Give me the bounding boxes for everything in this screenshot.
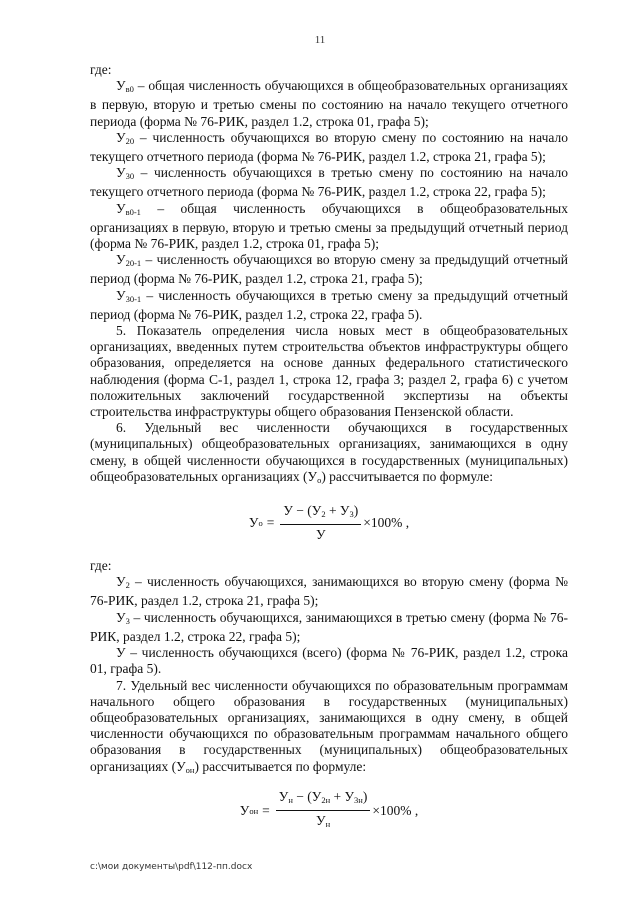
def-u: У – численность обучающихся (всего) (форма № 76-РИК, раздел 1.2, строка 01, графа 5). (90, 645, 568, 677)
formula-uon: У он = $\frac{У_н - (У_{2н} + У_{3н})}{У_н}$ ×100% , (90, 786, 568, 836)
where-label-2: где: (90, 558, 112, 574)
def-u30: $У_{30}$ – численность обучающихся в третью смену по состоянию на начало текущего отчетного периода (форма № 76-РИК, раздел 1.2, строка 22, графа 5); (90, 165, 568, 200)
item-6: 6. Удельный вес численности обучающихся в государственных (муниципальных) общеобразовательных организациях, занимающихся в одну смену, в общей численности обучающихся в государственных (муниципальных) общеобразовательных организациях $(У_о)$ рассчитывается по формуле: (90, 420, 568, 485)
document-body (90, 62, 568, 840)
def-ub0: $У_{в0}$ – общая численность обучающихся в общеобразовательных организациях в первую, вторую и третью смены по состоянию на начало текущего отчетного периода (форма № 76-РИК, раздел 1.2, строка 01, графа 5); (90, 78, 568, 129)
def-u201: $У_{20-1}$ – численность обучающихся во вторую смену за предыдущий отчетный период (форма № 76-РИК, раздел 1.2, строка 21, графа 5); (90, 252, 568, 287)
def-ub01: $У_{в0-1}$ – общая численность обучающихся в общеобразовательных организациях в первую, вторую и третью смены за предыдущий отчетный период (форма № 76-РИК, раздел 1.2, строка 01, графа 5); (90, 200, 568, 252)
formula-uo: У о = $\frac{У - (У_2 + У_3)}{У}$ ×100% , (248, 502, 410, 543)
page-number: 11 (314, 34, 326, 46)
def-u3: $У_3$ – численность обучающихся, занимающихся в третью смену (форма № 76-РИК, раздел 1.2, строка 22, графа 5); (90, 609, 568, 644)
item-5: 5. Показатель определения числа новых мест в общеобразовательных организациях, введенных путем строительства объектов инфраструктуры общего образования, определяется на основе данных федерального статистического наблюдения (форма С-1, раздел 1, строка 12, графа 3; раздел 2, графа 6) с учетом положительных заключений государственной экспертизы на объекты строительства инфраструктуры общего образования Пензенской области. (90, 323, 568, 420)
formula-uo-fraction: $\frac{У - (У_2 + У_3)}{У}$ (280, 503, 361, 543)
item-7: 7. Удельный вес численности обучающихся по образовательным программам начального общего образования в государственных (муниципальных) общеобразовательных организациях, занимающихся в одну смену, в общей численности обучающихся по образовательным программам начального общего образования в государственных (муниципальных) общеобразовательных организациях $(У_{он})$ рассчитывается по формуле: (90, 677, 568, 775)
formula-uon-fraction: $\frac{У_н - (У_{2н} + У_{3н})}{У_н}$ (276, 789, 371, 832)
def-u2: $У_2$ – численность обучающихся, занимающихся во вторую смену (форма № 76-РИК, раздел 1.2, строка 21, графа 5); (90, 574, 568, 609)
def-u301: $У_{30-1}$ – численность обучающихся в третью смену за предыдущий отчетный период (форма № 76-РИК, раздел 1.2, строка 22, графа 5). (90, 287, 568, 322)
file-path-footer: c:\мои документы\pdf\112-пп.docx (90, 862, 253, 872)
def-u20: $У_{20}$ – численность обучающихся во вторую смену по состоянию на начало текущего отчетного периода (форма № 76-РИК, раздел 1.2, строка 21, графа 5); (90, 129, 568, 165)
where-label: где: (90, 62, 112, 77)
